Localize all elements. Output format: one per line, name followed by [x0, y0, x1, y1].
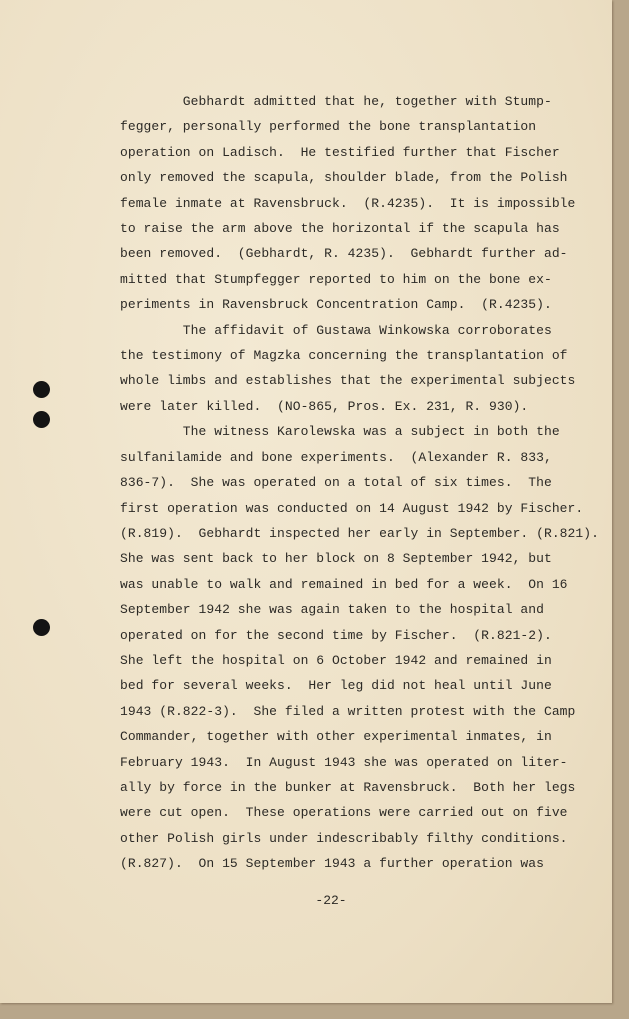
- punch-hole-middle: [33, 411, 50, 428]
- text-line: operation on Ladisch. He testified further that Fischer: [120, 144, 560, 160]
- text-line: other Polish girls under indescribably filthy conditions.: [120, 830, 568, 846]
- text-line: were later killed. (NO-865, Pros. Ex. 231, R. 930).: [120, 398, 529, 414]
- punch-hole-bottom: [33, 619, 50, 636]
- text-line: the testimony of Magzka concerning the transplantation of: [120, 348, 568, 364]
- page-number: -22-: [315, 893, 347, 908]
- typed-body-text: [120, 89, 599, 877]
- text-line: only removed the scapula, shoulder blade, from the Polish: [120, 170, 568, 186]
- text-line: were cut open. These operations were carried out on five: [120, 805, 568, 821]
- text-line: (R.819). Gebhardt inspected her early in September. (R.821).: [120, 525, 599, 541]
- text-line: female inmate at Ravensbruck. (R.4235). It is impossible: [120, 195, 576, 211]
- text-line: She was sent back to her block on 8 September 1942, but: [120, 551, 552, 567]
- text-line: September 1942 she was again taken to the hospital and: [120, 602, 544, 618]
- text-line: 836-7). She was operated on a total of six times. The: [120, 475, 552, 491]
- text-line: The affidavit of Gustawa Winkowska corroborates: [120, 322, 552, 338]
- text-line: periments in Ravensbruck Concentration Camp. (R.4235).: [120, 297, 552, 313]
- text-line: to raise the arm above the horizontal if the scapula has: [120, 221, 560, 237]
- text-line: first operation was conducted on 14 August 1942 by Fischer.: [120, 500, 584, 516]
- punch-hole-top: [33, 381, 50, 398]
- text-line: fegger, personally performed the bone transplantation: [120, 119, 537, 135]
- text-line: 1943 (R.822-3). She filed a written protest with the Camp: [120, 703, 576, 719]
- text-line: was unable to walk and remained in bed for a week. On 16: [120, 576, 568, 592]
- text-line: Commander, together with other experimental inmates, in: [120, 729, 552, 745]
- text-line: February 1943. In August 1943 she was operated on liter-: [120, 754, 568, 770]
- text-line: been removed. (Gebhardt, R. 4235). Gebhardt further ad-: [120, 246, 568, 262]
- text-line: Gebhardt admitted that he, together with Stump-: [120, 94, 552, 109]
- text-line: She left the hospital on 6 October 1942 and remained in: [120, 652, 552, 668]
- text-line: ally by force in the bunker at Ravensbruck. Both her legs: [120, 779, 576, 795]
- text-line: mitted that Stumpfegger reported to him on the bone ex-: [120, 271, 552, 287]
- text-line: sulfanilamide and bone experiments. (Alexander R. 833,: [120, 449, 552, 465]
- text-line: (R.827). On 15 September 1943 a further operation was: [120, 856, 544, 872]
- text-line: operated on for the second time by Fischer. (R.821-2).: [120, 627, 552, 643]
- text-line: whole limbs and establishes that the experimental subjects: [120, 373, 576, 389]
- text-line: bed for several weeks. Her leg did not heal until June: [120, 678, 552, 694]
- text-line: The witness Karolewska was a subject in both the: [120, 424, 560, 440]
